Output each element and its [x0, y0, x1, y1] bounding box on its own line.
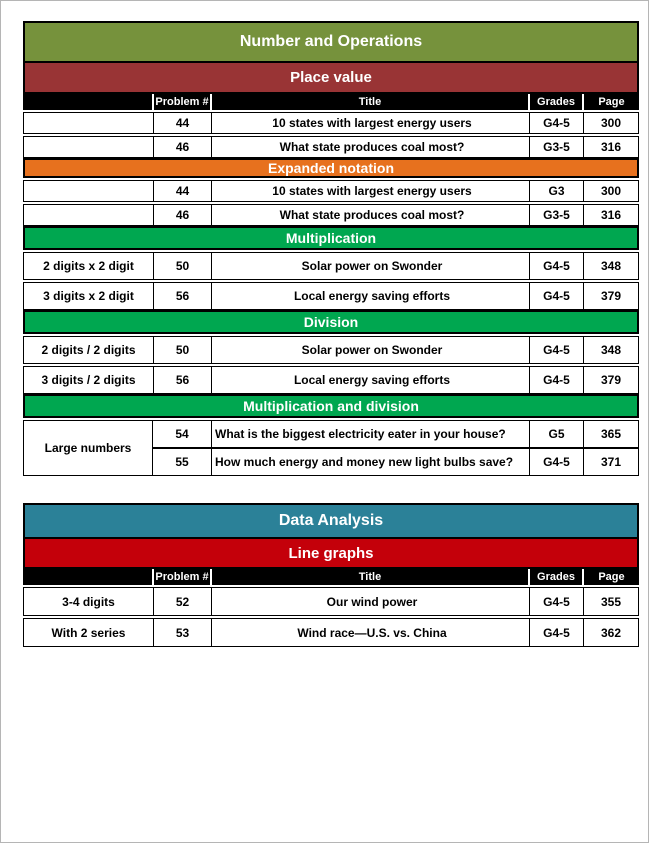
row-label-cell: 3 digits / 2 digits — [41, 373, 136, 387]
column-header-grades: Grades — [528, 94, 582, 110]
column-header-row — [23, 569, 639, 585]
problem-cell: 56 — [153, 283, 211, 309]
column-header-label — [23, 569, 152, 585]
row-label-cell: 2 digits x 2 digit — [43, 259, 134, 273]
title-cell: Our wind power — [211, 588, 529, 615]
grades-cell: G4-5 — [529, 449, 583, 475]
table-title-bar — [23, 21, 639, 63]
title-cell: Wind race—U.S. vs. China — [211, 619, 529, 646]
section-header-multiplication-division — [23, 394, 639, 418]
table-title: Number and Operations — [239, 33, 423, 50]
merged-label-cell: Large numbers — [24, 421, 153, 475]
page-cell: 316 — [583, 137, 638, 157]
table-row — [23, 336, 639, 364]
column-header-page: Page — [582, 94, 639, 110]
table-row — [23, 136, 639, 158]
title-cell: Solar power on Swonder — [211, 253, 529, 279]
page-cell: 348 — [583, 253, 638, 279]
title-cell: What state produces coal most? — [211, 137, 529, 157]
table-title-bar — [23, 503, 639, 539]
grades-cell: G4-5 — [529, 113, 583, 133]
table-row-group — [23, 420, 639, 476]
title-cell: Local energy saving efforts — [211, 367, 529, 393]
page-content — [1, 1, 648, 647]
title-cell: Solar power on Swonder — [211, 337, 529, 363]
grades-cell: G4-5 — [529, 283, 583, 309]
table-row — [23, 252, 639, 280]
table-row — [153, 447, 638, 475]
section-header-line-graphs — [23, 537, 639, 569]
row-label-cell — [24, 181, 153, 201]
row-label-cell: 3-4 digits — [62, 594, 115, 609]
page-cell: 316 — [583, 205, 638, 225]
grades-cell: G4-5 — [529, 367, 583, 393]
column-header-label — [23, 94, 152, 110]
problem-cell: 53 — [153, 619, 211, 646]
problem-cell: 46 — [153, 137, 211, 157]
column-header-problem: Problem # — [152, 94, 210, 110]
row-label-cell — [24, 205, 153, 225]
grades-cell: G3-5 — [529, 137, 583, 157]
section-header-division — [23, 310, 639, 334]
page-cell: 371 — [583, 449, 638, 475]
table-row — [23, 366, 639, 394]
table-row — [23, 204, 639, 226]
grades-cell: G4-5 — [529, 588, 583, 615]
table-row — [23, 587, 639, 616]
table-title: Data Analysis — [278, 512, 384, 529]
column-header-row — [23, 94, 639, 110]
section-title: Multiplication — [285, 230, 377, 246]
grades-cell: G3-5 — [529, 205, 583, 225]
section-header-multiplication — [23, 226, 639, 250]
grades-cell: G4-5 — [529, 253, 583, 279]
problem-cell: 52 — [153, 588, 211, 615]
page-cell: 300 — [583, 113, 638, 133]
title-cell: 10 states with largest energy users — [211, 113, 529, 133]
problem-cell: 56 — [153, 367, 211, 393]
column-header-title: Title — [210, 569, 528, 585]
section-title: Line graphs — [288, 544, 374, 562]
page-cell: 379 — [583, 367, 638, 393]
problem-cell: 44 — [153, 181, 211, 201]
grades-cell: G5 — [529, 421, 583, 447]
page-cell: 362 — [583, 619, 638, 646]
page-cell: 355 — [583, 588, 638, 615]
section-header-place-value — [23, 61, 639, 94]
problem-cell: 50 — [153, 253, 211, 279]
table-row — [23, 112, 639, 134]
column-header-title: Title — [210, 94, 528, 110]
grades-cell: G3 — [529, 181, 583, 201]
row-label-cell: 3 digits x 2 digit — [43, 289, 134, 303]
row-label-cell — [24, 113, 153, 133]
table-row — [23, 618, 639, 647]
table-number-operations — [23, 21, 639, 476]
column-header-page: Page — [582, 569, 639, 585]
problem-cell: 50 — [153, 337, 211, 363]
column-header-problem: Problem # — [152, 569, 210, 585]
table-row — [23, 180, 639, 202]
merged-rows — [153, 421, 638, 475]
problem-cell: 46 — [153, 205, 211, 225]
table-row — [153, 421, 638, 447]
section-title: Division — [303, 314, 359, 330]
row-label-cell — [24, 137, 153, 157]
title-cell: What state produces coal most? — [211, 205, 529, 225]
page-cell: 348 — [583, 337, 638, 363]
problem-cell: 55 — [175, 455, 189, 469]
grades-cell: G4-5 — [529, 619, 583, 646]
title-cell: How much energy and money new light bulbs save? — [211, 449, 529, 475]
table-data-analysis — [23, 503, 639, 647]
page-cell: 379 — [583, 283, 638, 309]
page-cell: 300 — [583, 181, 638, 201]
section-title: Multiplication and division — [243, 398, 419, 414]
row-label-cell: With 2 series — [51, 625, 126, 640]
title-cell: Local energy saving efforts — [211, 283, 529, 309]
section-title: Place value — [290, 69, 372, 86]
title-cell: 10 states with largest energy users — [211, 181, 529, 201]
table-row — [23, 282, 639, 310]
page-cell: 365 — [583, 421, 638, 447]
title-cell: What is the biggest electricity eater in your house? — [211, 421, 529, 447]
section-title: Expanded notation — [268, 160, 394, 176]
row-label-cell: 2 digits / 2 digits — [41, 343, 136, 357]
section-header-expanded-notation — [23, 158, 639, 178]
column-header-grades: Grades — [528, 569, 582, 585]
grades-cell: G4-5 — [529, 337, 583, 363]
problem-cell: 54 — [175, 427, 189, 441]
problem-cell: 44 — [153, 113, 211, 133]
